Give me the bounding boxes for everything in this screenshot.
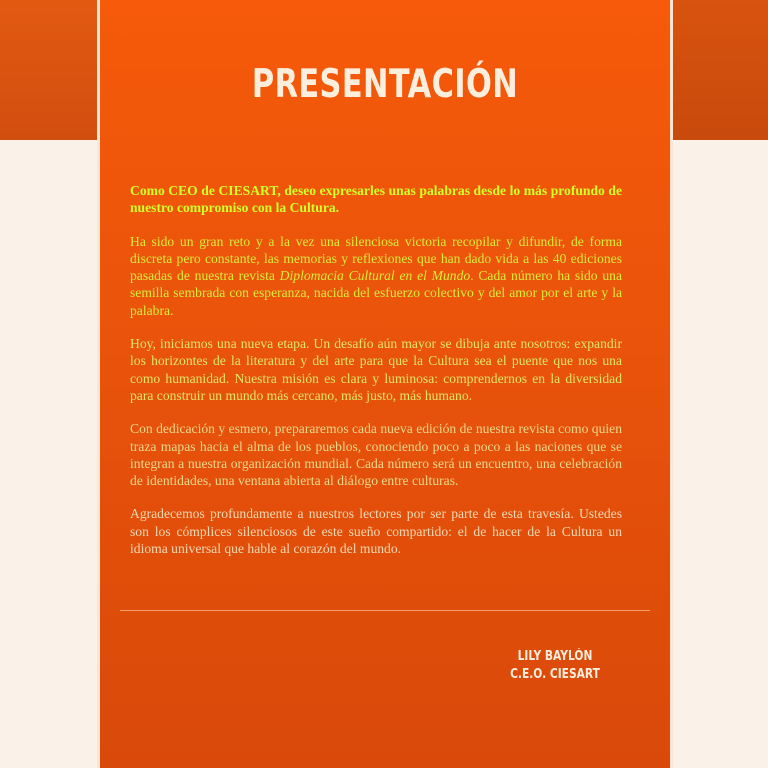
paragraph-1-text-start: Ha sido un gran reto y a la vez una silenciosa victoria recopilar y difundir, de forma discreta pero constante, las memorias y reflexiones que han dado vida a las 40 ediciones pasadas de nuestra revista	[130, 233, 622, 284]
paragraph-3: Con dedicación y esmero, prepararemos cada nueva edición de nuestra revista como quien traza mapas hacia el alma de los pueblos, conociendo poco a poco a las naciones que se integran a nuestra organización mundial. Cada número será un encuentro, una celebración de identidades, una ventana abierta al diálogo entre culturas.	[130, 421, 622, 489]
letter-body	[130, 182, 622, 573]
page-title: PRESENTACIÓN	[251, 62, 519, 107]
right-accent-band	[670, 0, 768, 140]
paragraph-2: Hoy, iniciamos una nueva etapa. Un desafío aún mayor se dibuja ante nosotros: expandir los horizontes de la literatura y del arte para que la Cultura sea el puente que nos una como humanidad. Nuestra misión es clara y luminosa: comprendernos en la diversidad para construir un mundo más cercano, más justo, más humano.	[130, 336, 622, 403]
signature-name: LILY BAYLÓN	[517, 649, 593, 664]
signature-role: C.E.O. CIESART	[510, 667, 600, 682]
intro-paragraph: Como CEO de CIESART, deseo expresarles unas palabras desde lo más profundo de nuestro compromiso con la Cultura.	[130, 183, 622, 216]
paragraph-4: Agradecemos profundamente a nuestros lectores por ser parte de esta travesía. Ustedes son los cómplices silenciosos de este sueño compartido: el de hacer de la Cultura un idioma universal que hable al corazón del mundo.	[130, 506, 622, 557]
magazine-title: Diplomacia Cultural en el Mundo	[279, 268, 471, 284]
divider	[120, 610, 650, 611]
presentation-panel	[100, 0, 670, 768]
paragraph-1	[130, 233, 622, 319]
paragraph-1-text-end: . Cada número ha sido una semilla sembrada con esperanza, nacida del esfuerzo colectivo y del amor por el arte y la palabra.	[130, 268, 622, 318]
left-accent-band	[0, 0, 100, 140]
signature-block	[494, 648, 617, 684]
